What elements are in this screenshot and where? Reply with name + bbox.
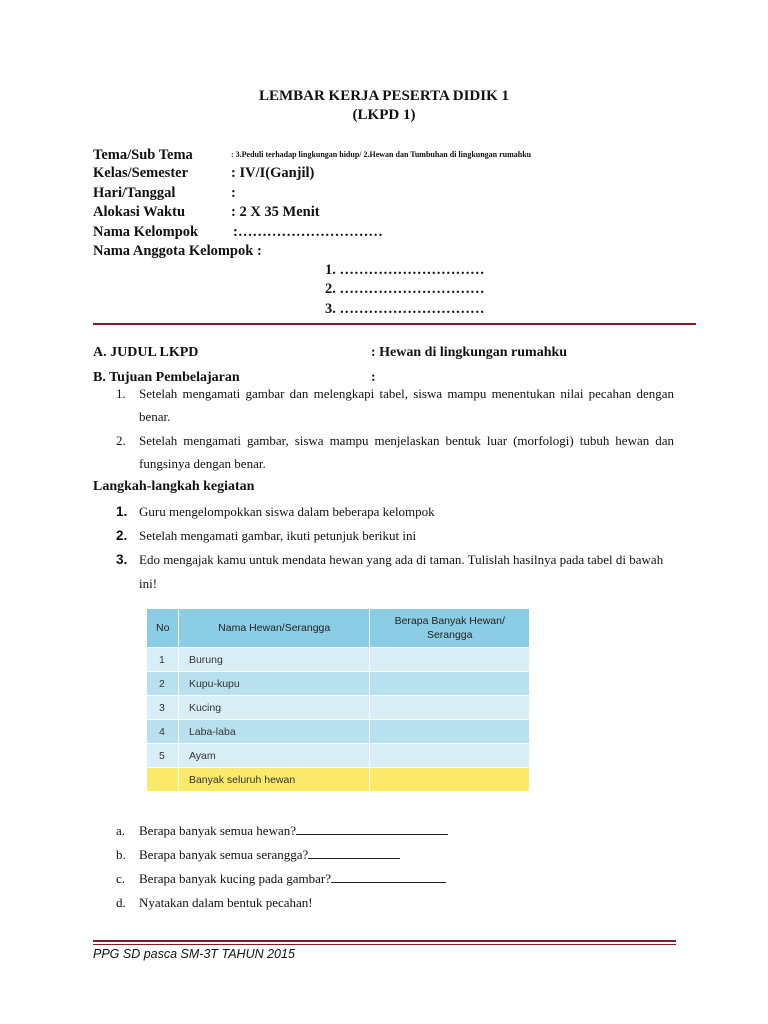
table-row xyxy=(147,696,530,720)
table-cell-count[interactable] xyxy=(370,672,530,696)
identity-label: Tema/Sub Tema xyxy=(93,147,193,163)
question-text: Berapa banyak semua serangga? xyxy=(139,847,309,862)
table-cell-name: Kupu-kupu xyxy=(178,672,370,696)
members-label: Nama Anggota Kelompok : xyxy=(93,243,262,259)
identity-value: : IV/I(Ganjil) xyxy=(231,165,315,181)
section-b-colon: : xyxy=(371,370,376,385)
table-cell-no: 1 xyxy=(147,648,179,672)
table-total-label: Banyak seluruh hewan xyxy=(178,768,370,792)
question-letter: d. xyxy=(116,895,126,910)
table-cell-no: 4 xyxy=(147,720,179,744)
step-number: 1. xyxy=(116,504,128,519)
identity-value: : xyxy=(231,185,236,201)
table-cell-name: Kucing xyxy=(178,696,370,720)
answer-blank[interactable] xyxy=(308,843,400,859)
section-b-label: B. Tujuan Pembelajaran xyxy=(93,370,240,385)
answer-blank[interactable] xyxy=(331,867,446,883)
questions-list xyxy=(116,819,448,915)
answer-blank[interactable] xyxy=(296,819,448,835)
table-header-name: Nama Hewan/Serangga xyxy=(178,609,370,648)
table-header-row xyxy=(147,609,530,648)
identity-value: : 3.Peduli terhadap lingkungan hidup/ 2.Hewan dan Tumbuhan di lingkungan rumahku xyxy=(231,150,532,159)
objective-item xyxy=(116,429,674,475)
table-row xyxy=(147,672,530,696)
question-text: Nyatakan dalam bentuk pecahan! xyxy=(139,895,313,910)
identity-label: Alokasi Waktu xyxy=(93,204,186,220)
question-letter: c. xyxy=(116,871,126,886)
table-cell-no: 2 xyxy=(147,672,179,696)
question-letter: a. xyxy=(116,823,126,838)
question-item xyxy=(116,819,448,843)
footer-divider-thin xyxy=(93,944,676,945)
identity-label: Nama Kelompok xyxy=(93,224,199,240)
table-header-no: No xyxy=(147,609,179,648)
member-line-3: 3. ………………………… xyxy=(325,301,485,317)
table-row xyxy=(147,648,530,672)
identity-value: : 2 X 35 Menit xyxy=(231,204,320,220)
table-row xyxy=(147,744,530,768)
table-cell-count[interactable] xyxy=(370,720,530,744)
question-item xyxy=(116,867,448,891)
question-item xyxy=(116,843,448,867)
question-letter: b. xyxy=(116,847,126,862)
objectives-list xyxy=(116,382,674,475)
header-divider xyxy=(93,323,696,325)
table-row xyxy=(147,720,530,744)
step-number: 3. xyxy=(116,552,128,567)
identity-value: :………………………… xyxy=(233,224,383,240)
page-title: LEMBAR KERJA PESERTA DIDIK 1 xyxy=(258,88,510,104)
table-total-row xyxy=(147,768,530,792)
step-text: Setelah mengamati gambar, ikuti petunjuk berikut ini xyxy=(139,528,417,543)
section-a-value: : Hewan di lingkungan rumahku xyxy=(371,345,568,360)
table-header-count: Berapa Banyak Hewan/ Serangga xyxy=(370,609,530,648)
table-total-count[interactable] xyxy=(370,768,530,792)
animal-count-table xyxy=(146,608,530,792)
objective-text: Setelah mengamati gambar, siswa mampu menjelaskan bentuk luar (morfologi) tubuh hewan dan fungsinya dengan benar. xyxy=(139,433,674,471)
table-cell-count[interactable] xyxy=(370,744,530,768)
question-text: Berapa banyak kucing pada gambar? xyxy=(139,871,332,886)
table-cell-empty xyxy=(147,768,179,792)
footer-divider-thick xyxy=(93,940,676,942)
step-item xyxy=(116,500,674,524)
table-cell-count[interactable] xyxy=(370,648,530,672)
steps-list xyxy=(116,500,674,596)
table-cell-name: Ayam xyxy=(178,744,370,768)
question-text: Berapa banyak semua hewan? xyxy=(139,823,297,838)
objective-number: 2. xyxy=(116,433,126,448)
objective-text: Setelah mengamati gambar dan melengkapi tabel, siswa mampu menentukan nilai pecahan dengan benar. xyxy=(139,386,674,424)
table-cell-no: 5 xyxy=(147,744,179,768)
step-text: Guru mengelompokkan siswa dalam beberapa kelompok xyxy=(139,504,435,519)
table-cell-name: Burung xyxy=(178,648,370,672)
objective-item xyxy=(116,382,674,428)
question-item xyxy=(116,891,448,915)
objective-number: 1. xyxy=(116,386,126,401)
footer-text: PPG SD pasca SM-3T TAHUN 2015 xyxy=(93,947,295,961)
step-item xyxy=(116,548,674,596)
table-cell-count[interactable] xyxy=(370,696,530,720)
identity-label: Kelas/Semester xyxy=(93,165,189,181)
table-cell-no: 3 xyxy=(147,696,179,720)
page-subtitle: (LKPD 1) xyxy=(352,107,416,123)
step-item xyxy=(116,524,674,548)
member-line-2: 2. ………………………… xyxy=(325,281,485,297)
steps-heading: Langkah-langkah kegiatan xyxy=(93,479,255,494)
section-a-label: A. JUDUL LKPD xyxy=(93,345,199,360)
step-number: 2. xyxy=(116,528,128,543)
identity-label: Hari/Tanggal xyxy=(93,185,176,201)
member-line-1: 1. ………………………… xyxy=(325,262,485,278)
step-text: Edo mengajak kamu untuk mendata hewan yang ada di taman. Tulislah hasilnya pada tabel di bawah ini! xyxy=(139,552,664,591)
table-cell-name: Laba-laba xyxy=(178,720,370,744)
